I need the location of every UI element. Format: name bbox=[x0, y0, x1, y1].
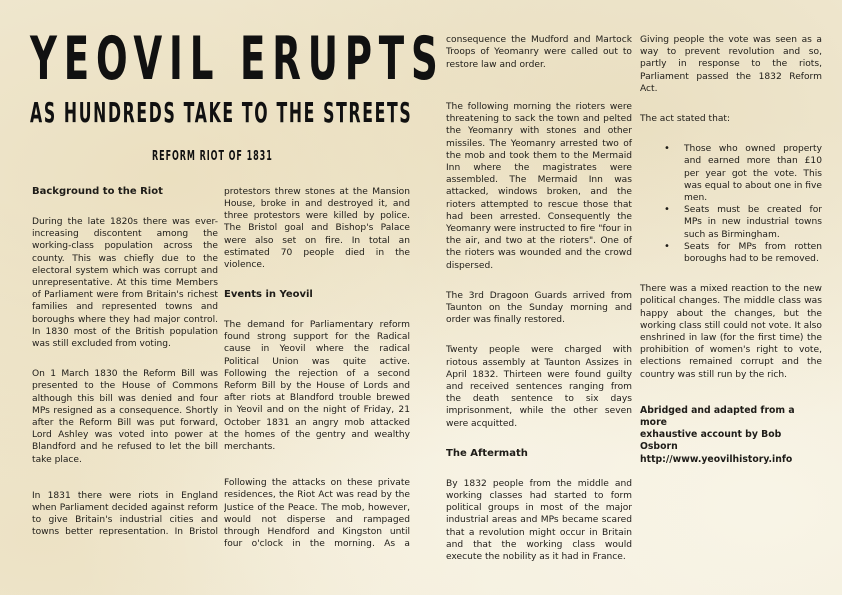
column-1 bbox=[32, 186, 218, 539]
paragraph bbox=[224, 477, 410, 550]
reform-act-list bbox=[640, 143, 822, 265]
paragraph: During the late 1820s there was ever-increasing discontent among the working-class population across the county. This was chiefly due to the electoral system which was corrupt and unrepresentative. At this time Members of Parliament were from Britain's richest families and represented towns and boroughs where they had major control. In 1830 most of the British population was still excluded from voting. bbox=[32, 217, 218, 350]
paragraph: The 3rd Dragoon Guards arrived from Taunton on the Sunday morning and order was finally restored. bbox=[446, 290, 632, 326]
headline-title: YEOVIL ERUPTS bbox=[30, 24, 445, 94]
paragraph: Twenty people were charged with riotous assembly at Taunton Assizes in April 1832. Thirteen were found guilty and received sentences ranging from the death sentence to six days imprisonment, while the other seven were acquitted. bbox=[446, 345, 632, 429]
paragraph: There was a mixed reaction to the new political changes. The middle class was happy about the changes, but the working class still could not vote. It also enshrined in law (for the first time) the prohibition of women's right to vote, elections remained corrupt and the country was still run by the rich. bbox=[640, 284, 822, 380]
list-item bbox=[664, 143, 822, 204]
credit-block bbox=[640, 405, 822, 466]
credit-line: exhaustive account by Bob Osborn bbox=[640, 429, 782, 453]
paragraph-continued: protestors threw stones at the Mansion House, broke in and destroyed it, and three protestors were killed by police. The Bristol goal and Bishop's Palace were also set on fire. In total an estimated 70 people died in the violence. bbox=[224, 186, 410, 271]
list-item-text: Seats for MPs from rotten boroughs had to be removed. bbox=[684, 241, 822, 265]
headline-kicker: REFORM RIOT OF 1831 bbox=[152, 149, 273, 164]
paragraph: In 1831 there were riots in England when Parliament decided against reform to give Britain's industrial cities and towns better representation. In Bristol bbox=[32, 490, 218, 538]
paragraph: The demand for Parliamentary reform found strong support for the Radical cause in Yeovil where the radical Political Union was quite active. Following the rejection of a second Reform Bill by the House of Lords and after riots at Blandford trouble brewed in Yeovil and on the night of Friday, 21 October 1831 an angry mob attacked the homes of the gentry and wealthy merchants. bbox=[224, 320, 410, 453]
bullet-icon: • bbox=[664, 204, 670, 216]
credit-url-link[interactable]: http://www.yeovilhistory.info bbox=[640, 453, 793, 465]
list-item bbox=[664, 204, 822, 241]
paragraph: The act stated that: bbox=[640, 114, 731, 125]
list-item-text: Those who owned property and earned more than £10 per year got the vote. This was equal to about one in five men. bbox=[684, 144, 822, 204]
paragraph-continued: consequence the Mudford and Martock Troops of Yeomanry were called out to restore law and order. bbox=[446, 35, 632, 70]
credit-line: Abridged and adapted from a more bbox=[640, 404, 795, 429]
bullet-icon: • bbox=[664, 143, 670, 155]
list-item-text: Seats must be created for MPs in new industrial towns such as Birmingham. bbox=[684, 205, 822, 240]
paragraph: By 1832 people from the middle and working classes had started to form political groups in most of the major industrial areas and MPs became scared that a revolution might occur in Britain and that the working class would execute the nobility as it had in France. bbox=[446, 478, 632, 563]
paragraph: On 1 March 1830 the Reform Bill was presented to the House of Commons although this bill was denied and four MPs resigned as a consequence. Shortly after the Reform Bill was put forward, Lord Ashley was voted into power at Blandford and he refused to let the bill take place. bbox=[32, 369, 218, 465]
section-heading-aftermath: The Aftermath bbox=[446, 447, 528, 459]
headline-subtitle: AS HUNDREDS TAKE TO THE STREETS bbox=[30, 96, 413, 129]
paragraph: The following morning the rioters were threatening to sack the town and pelted the Yeomanry with stones and other missiles. The Yeomanry arrested two of the mob and took them to the Mermaid Inn where the magistrates were assembled. The Mermaid Inn was attacked, windows broken, and the rioters attempted to rescue those that had been arrested. Consequently the Yeomanry were instructed to fire "four in the air, and two at the rioters". One of the rioters was wounded and the crowd dispersed. bbox=[446, 102, 632, 271]
paragraph bbox=[224, 186, 410, 271]
paragraph bbox=[446, 34, 632, 83]
bullet-icon: • bbox=[664, 240, 670, 252]
paragraph: Giving people the vote was seen as a way to prevent revolution and so, partly in response to the riots, Parliament passed the 1832 Reform Act. bbox=[640, 35, 822, 94]
column-2 bbox=[224, 186, 410, 550]
column-3 bbox=[446, 34, 632, 563]
paragraph-text: Following the attacks on these private residences, the Riot Act was read by the Justice of the Peace. The mob, however, would not disperse and rampaged through Hendford and Kingston until four o'clock in the morning. As a bbox=[224, 478, 410, 550]
masthead bbox=[30, 24, 445, 164]
section-heading-events: Events in Yeovil bbox=[224, 289, 313, 300]
column-4 bbox=[640, 34, 822, 466]
list-item bbox=[664, 240, 822, 265]
section-heading-background: Background to the Riot bbox=[32, 186, 163, 197]
